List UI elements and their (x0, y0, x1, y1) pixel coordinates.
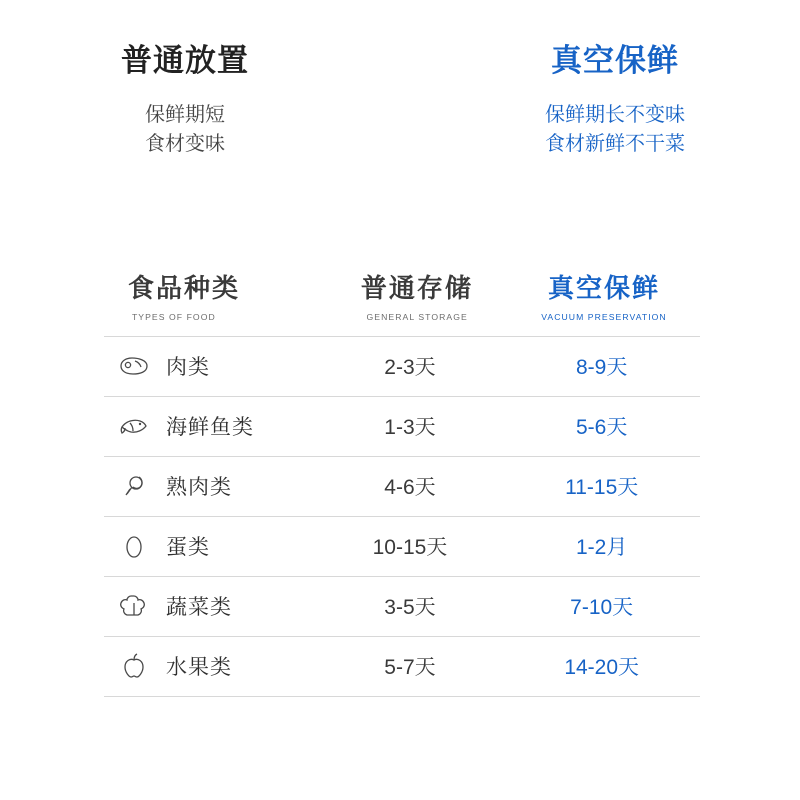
food-name: 水果类 (166, 656, 232, 679)
normal-storage-title: 普通放置 (121, 43, 249, 78)
food-name: 肉类 (166, 356, 210, 379)
fish-icon (114, 409, 154, 443)
egg-icon (114, 529, 154, 563)
table-row (104, 336, 700, 396)
general-storage-value: 1-3天 (384, 416, 436, 439)
vacuum-storage-block (410, 42, 800, 159)
food-name: 熟肉类 (166, 476, 232, 499)
food-name: 海鲜鱼类 (166, 416, 254, 439)
column-header-general-storage (326, 272, 508, 322)
table-row (104, 456, 700, 516)
column-header-vacuum-preservation-cn: 真空保鲜 (548, 273, 661, 303)
table-row (104, 516, 700, 576)
vacuum-storage-value: 11-15天 (565, 476, 639, 499)
vacuum-storage-subtitle (430, 101, 800, 159)
storage-comparison-table (104, 272, 700, 697)
vacuum-storage-value: 7-10天 (570, 596, 634, 619)
food-type-cell (104, 529, 317, 563)
comparison-header (0, 0, 800, 159)
normal-storage-block (0, 42, 410, 159)
table-row (104, 396, 700, 456)
normal-storage-sub-line-2: 食材变味 (145, 133, 225, 156)
vacuum-storage-value: 1-2月 (576, 536, 628, 559)
column-header-vacuum-preservation-en: VACUUM PRESERVATION (541, 311, 667, 322)
meat-icon (114, 349, 154, 383)
fruit-icon (114, 649, 154, 683)
general-storage-value: 10-15天 (372, 536, 448, 559)
food-type-cell (104, 469, 317, 503)
food-name: 蛋类 (166, 536, 210, 559)
food-name: 蔬菜类 (166, 596, 232, 619)
table-row (104, 576, 700, 636)
vacuum-storage-sub-line-1: 保鲜期长不变味 (545, 104, 685, 127)
drumstick-icon (114, 469, 154, 503)
general-storage-value: 5-7天 (384, 656, 436, 679)
vacuum-storage-value: 5-6天 (576, 416, 628, 439)
normal-storage-sub-line-1: 保鲜期短 (145, 104, 225, 127)
food-type-cell (104, 409, 317, 443)
column-header-vacuum-preservation (508, 272, 700, 322)
vacuum-storage-value: 8-9天 (576, 356, 628, 379)
vacuum-storage-sub-line-2: 食材新鲜不干菜 (545, 133, 685, 156)
normal-storage-subtitle (0, 101, 370, 159)
vacuum-storage-title: 真空保鲜 (551, 43, 679, 78)
table-header-row (104, 272, 700, 336)
general-storage-value: 3-5天 (384, 596, 436, 619)
food-type-cell (104, 589, 317, 623)
column-header-food-type-cn: 食品种类 (128, 273, 241, 303)
vegetable-icon (114, 589, 154, 623)
column-header-food-type-en: TYPES OF FOOD (131, 311, 216, 322)
food-type-cell (104, 349, 317, 383)
column-header-food-type (104, 272, 326, 322)
table-row (104, 636, 700, 697)
column-header-general-storage-en: GENERAL STORAGE (366, 311, 468, 322)
general-storage-value: 4-6天 (384, 476, 436, 499)
column-header-general-storage-cn: 普通存储 (360, 273, 473, 303)
food-type-cell (104, 649, 317, 683)
general-storage-value: 2-3天 (384, 356, 436, 379)
vacuum-storage-value: 14-20天 (564, 656, 640, 679)
